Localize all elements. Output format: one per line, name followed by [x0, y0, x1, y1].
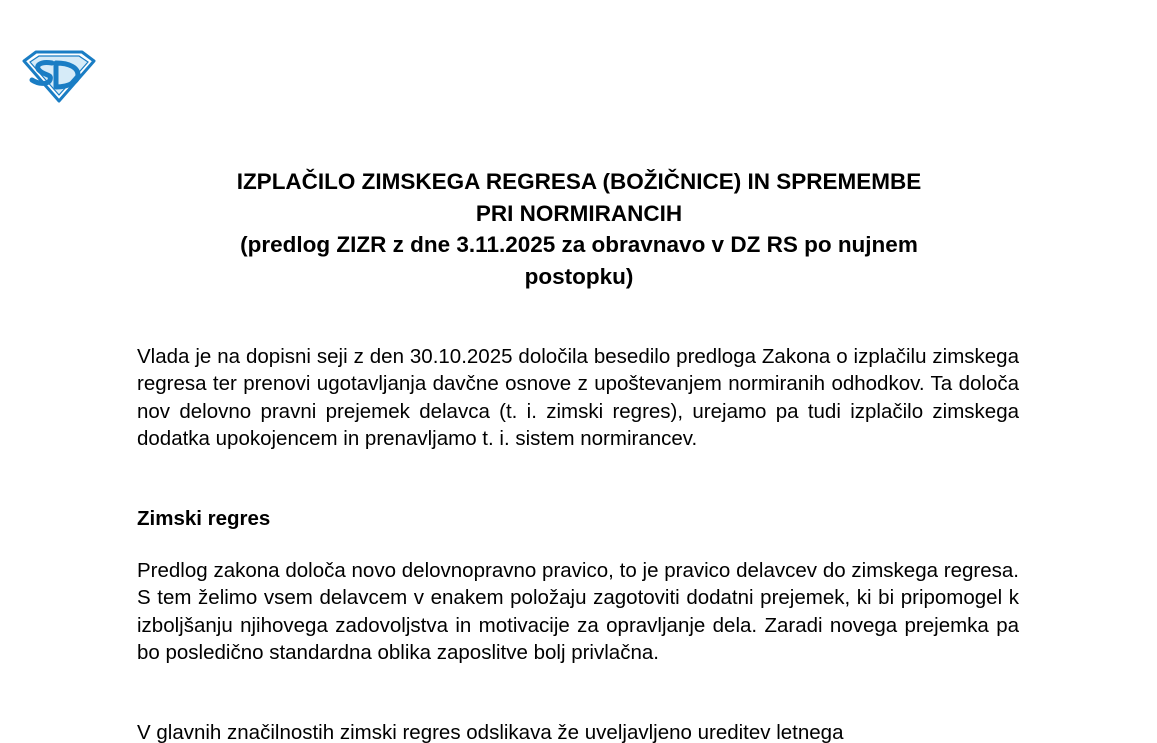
intro-paragraph: Vlada je na dopisni seji z den 30.10.2025 določila besedilo predloga Zakona o izplačilu zimskega regresa ter prenovi ugotavljanja davčne osnove z upoštevanjem normiranih odhodkov. Ta določa nov delovno pravni prejemek delavca (t. i. zimski regres), urejamo pa tudi izplačilo zimskega dodatka upokojencem in prenavljamo t. i. sistem normirancev.: [137, 345, 1019, 450]
title-line-3: (predlog ZIZR z dne 3.11.2025 za obravnavo v DZ RS po nujnem: [240, 232, 918, 257]
title-line-4: postopku): [524, 263, 634, 289]
title-line-2: PRI NORMIRANCIH: [475, 200, 683, 226]
title-line-1: IZPLAČILO ZIMSKEGA REGRESA (BOŽIČNICE) IN SPREMEMBE: [236, 169, 922, 194]
document-title: [150, 166, 1008, 292]
next-paragraph: V glavnih značilnostih zimski regres odslikava že uveljavljeno ureditev letnega: [137, 721, 844, 743]
section-paragraph: Predlog zakona določa novo delovnopravno pravico, to je pravico delavcev do zimskega regresa. S tem želimo vsem delavcem v enakem položaju zagotoviti dodatni prejemek, ki bi pripomogel k izboljšanju njihovega zadovoljstva in motivacije za opravljanje dela. Zaradi novega prejemka pa bo posledično standardna oblika zaposlitve bolj privlačna.: [137, 559, 1019, 664]
sd-shield-logo-icon: [22, 49, 96, 103]
section-heading: Zimski regres: [137, 507, 271, 530]
